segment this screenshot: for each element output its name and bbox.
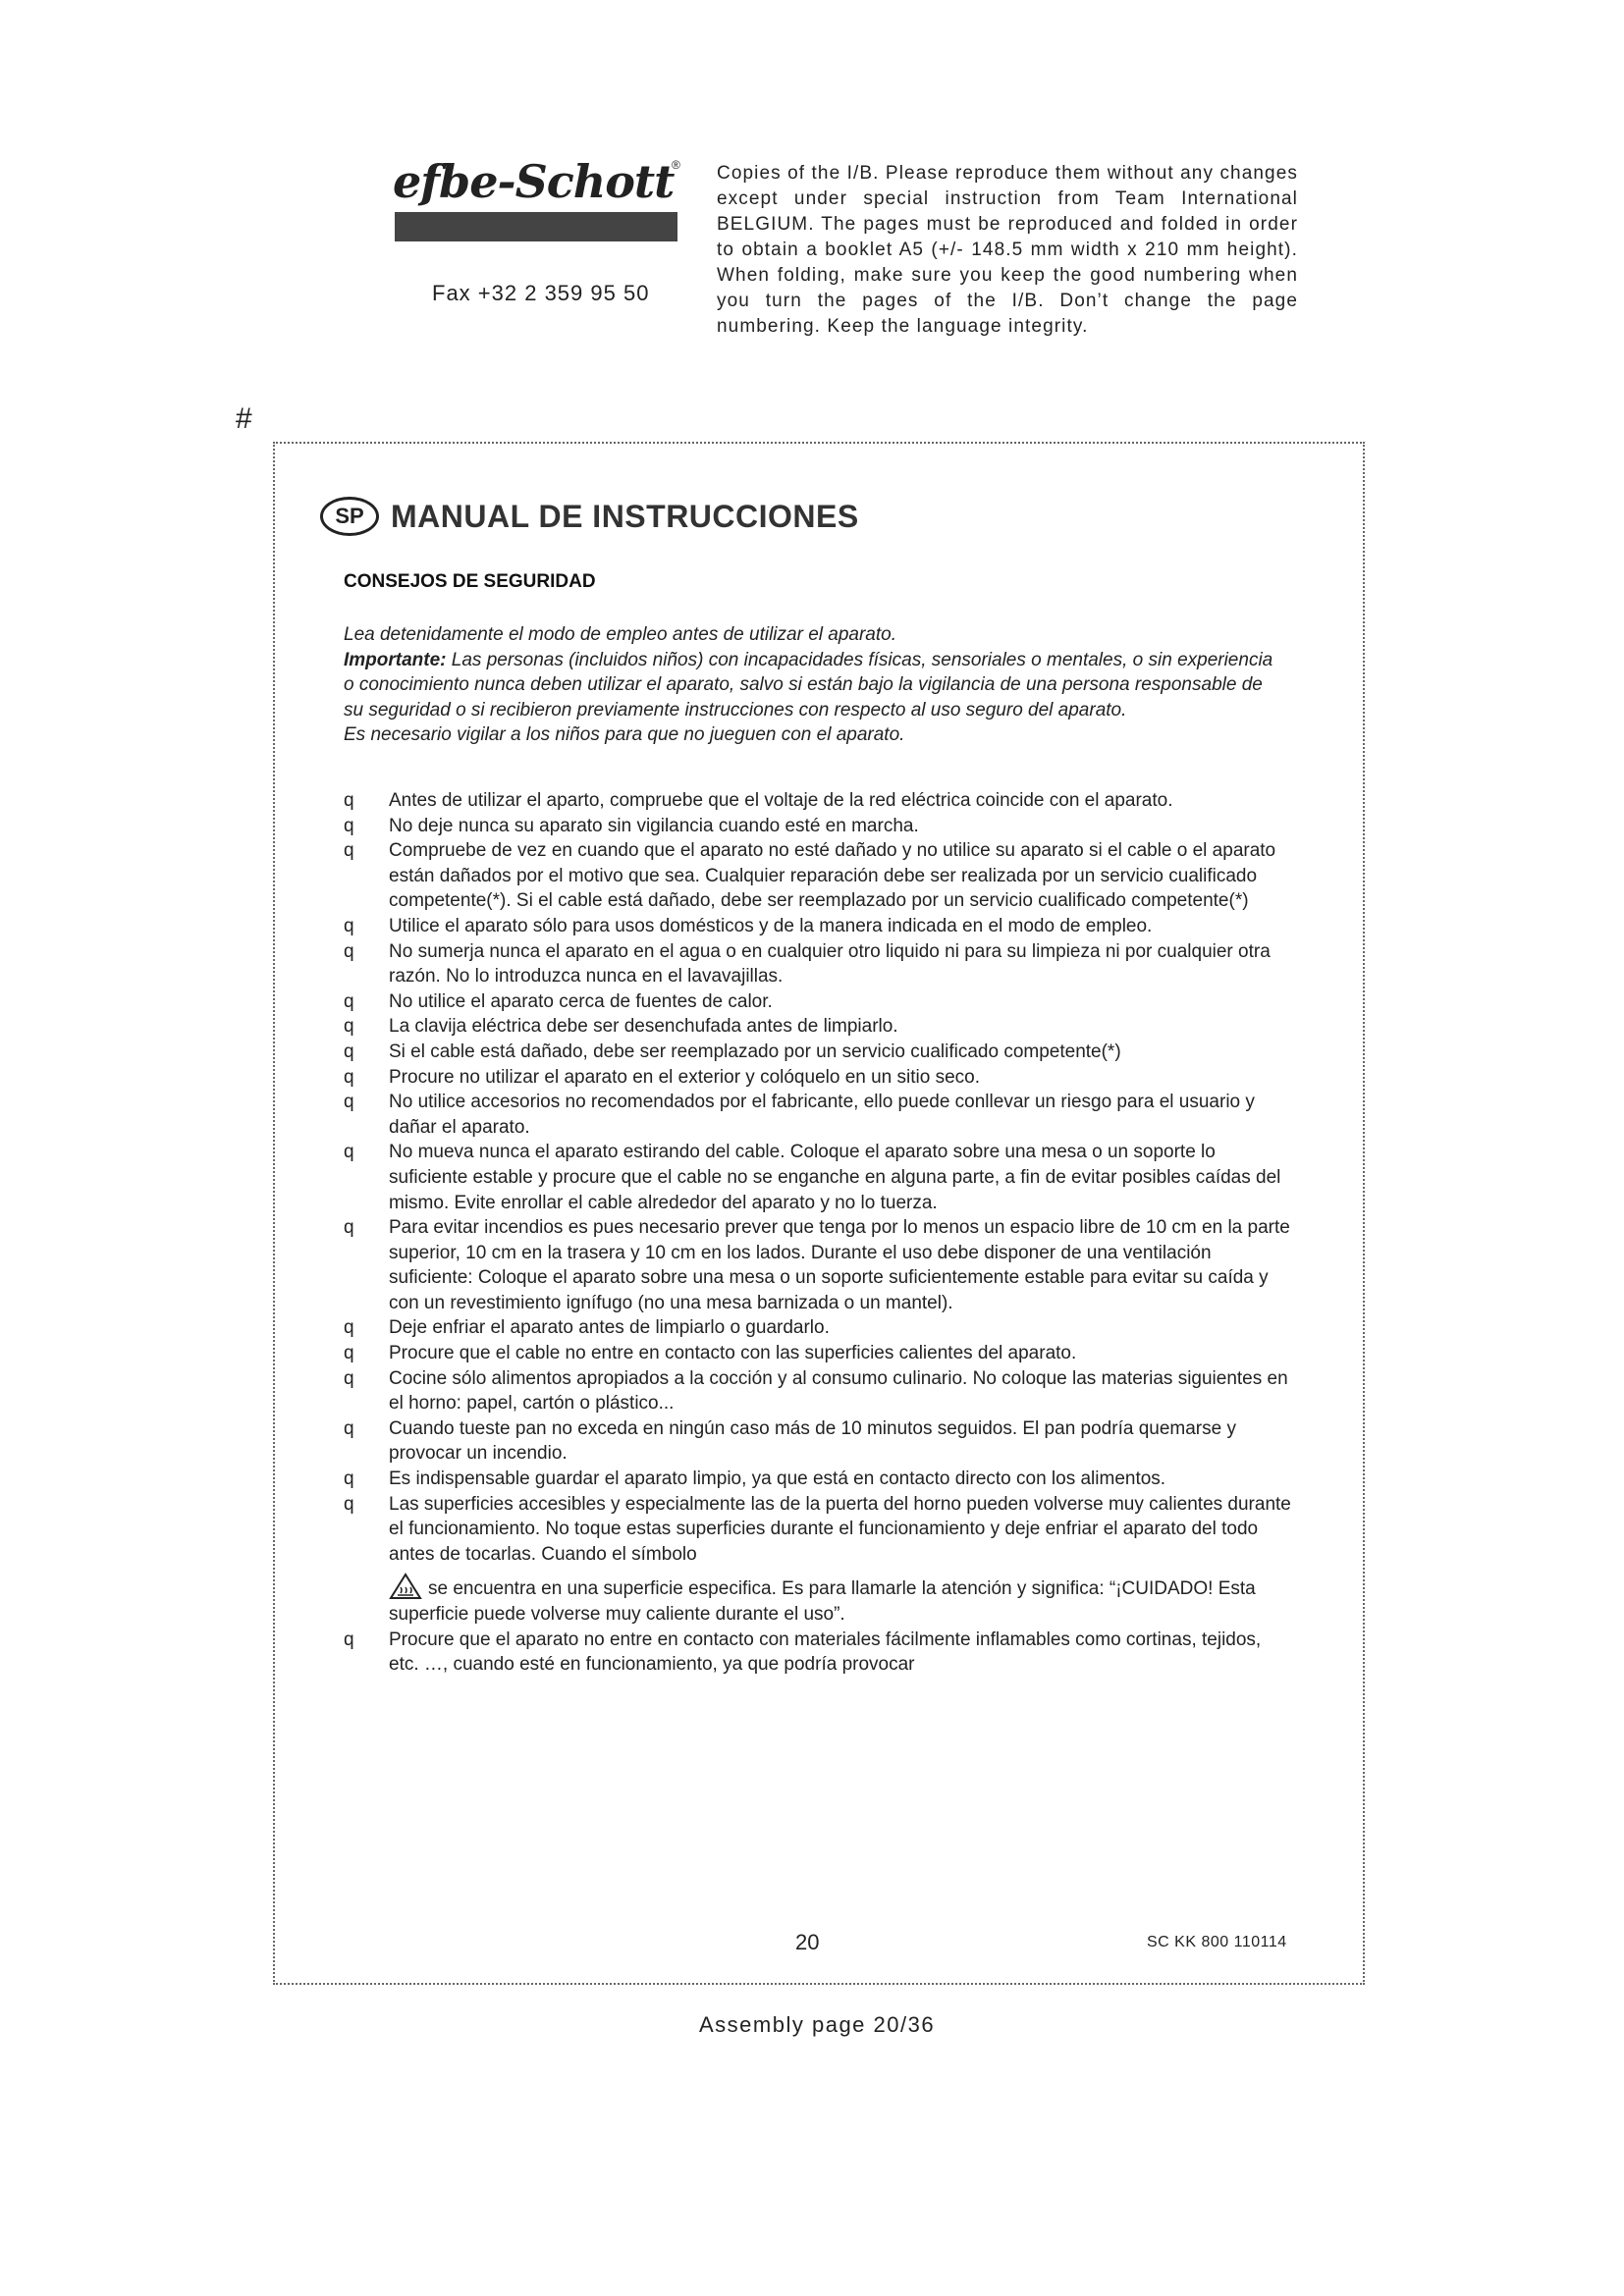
hash-marker: # bbox=[236, 402, 252, 435]
intro-children-notice: Es necesario vigilar a los niños para que no jueguen con el aparato. bbox=[344, 724, 905, 746]
list-item-text: No deje nunca su aparato sin vigilancia cuando esté en marcha. bbox=[389, 815, 919, 836]
hot-surface-warning-icon bbox=[389, 1573, 422, 1600]
list-item-text: Procure no utilizar el aparato en el exterior y colóquelo en un sitio seco. bbox=[389, 1066, 981, 1088]
bullet-mark: q bbox=[344, 990, 354, 1012]
bullet-mark: q bbox=[344, 1217, 354, 1239]
list-item bbox=[344, 1366, 1292, 1416]
list-item bbox=[344, 1014, 1292, 1040]
list-item bbox=[344, 1315, 1292, 1341]
bullet-mark: q bbox=[344, 1493, 354, 1515]
document-code: SC KK 800 110114 bbox=[1147, 1934, 1287, 1950]
list-item-text: No sumerja nunca el aparato en el agua o en cualquier otro liquido ni para su limpieza ni por cualquier otra razón. No lo introduzca nunca en el lavavajillas. bbox=[389, 940, 1271, 988]
list-item-text: No mueva nunca el aparato estirando del cable. Coloque el aparato sobre una mesa o un soporte lo suficiente estable y procure que el cable no se enganche en alguna parte, a fin de evitar posibles caídas del mismo. Evite enrollar el cable alrededor del aparato y no lo tuerza. bbox=[389, 1142, 1281, 1213]
list-item bbox=[344, 1065, 1292, 1091]
list-item bbox=[344, 914, 1292, 939]
list-item-text: Compruebe de vez en cuando que el aparato no esté dañado y no utilice su aparato si el cable o el aparato están dañados por el motivo que sea. Cualquier reparación debe ser realizada por un servicio cualificado competente(*). Si el cable está dañado, debe ser reemplazado por un servicio cualificado competente(*) bbox=[389, 840, 1276, 912]
list-item-text: Cocine sólo alimentos apropiados a la cocción y al consumo culinario. No coloque las materias siguientes en el horno: papel, cartón o plástico... bbox=[389, 1367, 1288, 1415]
list-item-text: Procure que el cable no entre en contacto con las superficies calientes del aparato. bbox=[389, 1343, 1077, 1364]
list-item-text: No utilice accesorios no recomendados por el fabricante, ello puede conllevar un riesgo para el usuario y dañar el aparato. bbox=[389, 1092, 1255, 1138]
manual-title-row bbox=[320, 493, 859, 540]
safety-list bbox=[344, 788, 1292, 1678]
bullet-mark: q bbox=[344, 1468, 354, 1490]
list-item-text: Para evitar incendios es pues necesario prever que tenga por lo menos un espacio libre de 10 cm en la parte superior, 10 cm en la trasera y 10 cm en los lados. Durante el uso debe disponer de una ventilación suficiente: Coloque el aparato sobre una mesa o un soporte suficientemente estable para evitar su caída y con un revestimiento ignífugo (no una mesa barnizada o un mantel). bbox=[389, 1217, 1290, 1313]
list-item-text: Es indispensable guardar el aparato limpio, ya que está en contacto directo con los alimentos. bbox=[389, 1468, 1166, 1490]
bullet-mark: q bbox=[344, 1317, 354, 1339]
safety-intro bbox=[344, 622, 1286, 748]
logo-bar bbox=[395, 212, 677, 241]
page-number: 20 bbox=[795, 1930, 820, 1954]
list-item-hot-surface bbox=[344, 1492, 1292, 1628]
assembly-page-label: Assembly page 20/36 bbox=[699, 2012, 936, 2037]
list-item-text: Procure que el aparato no entre en contacto con materiales fácilmente inflamables como cortinas, tejidos, etc. …, cuando esté en funcionamiento, ya que podría provocar bbox=[389, 1629, 1262, 1676]
list-item-text: La clavija eléctrica debe ser desenchufada antes de limpiarlo. bbox=[389, 1016, 898, 1038]
bullet-mark: q bbox=[344, 1343, 354, 1364]
list-item bbox=[344, 1467, 1292, 1492]
important-text: Las personas (incluidos niños) con incapacidades físicas, sensoriales o mentales, o sin experiencia o conocimiento nunca deben utilizar el aparato, salvo si están bajo la vigilancia de una persona responsable de su seguridad o si recibieron previamente instrucciones con respecto al uso seguro del aparato. bbox=[344, 649, 1273, 721]
list-item bbox=[344, 814, 1292, 839]
list-item bbox=[344, 1090, 1292, 1140]
bullet-mark: q bbox=[344, 1041, 354, 1062]
intro-important bbox=[344, 648, 1286, 723]
bullet-mark: q bbox=[344, 915, 354, 936]
hot-surface-symbol-text: se encuentra en una superficie especifica. Es para llamarle la atención y significa: “¡CUIDADO! Esta superficie puede volverse muy caliente durante el uso”. bbox=[389, 1578, 1256, 1625]
bullet-mark: q bbox=[344, 815, 354, 836]
list-item-text: Utilice el aparato sólo para usos domésticos y de la manera indicada en el modo de empleo. bbox=[389, 915, 1153, 936]
list-item bbox=[344, 1040, 1292, 1065]
bullet-mark: q bbox=[344, 840, 354, 862]
registered-mark: ® bbox=[672, 158, 680, 172]
brand-logo-text: efbe-Schott bbox=[393, 155, 675, 208]
list-item bbox=[344, 1140, 1292, 1215]
list-item bbox=[344, 1341, 1292, 1366]
list-item bbox=[344, 788, 1292, 814]
list-item-text: No utilice el aparato cerca de fuentes de calor. bbox=[389, 990, 773, 1012]
important-label: Importante: bbox=[344, 649, 447, 670]
bullet-mark: q bbox=[344, 940, 354, 962]
brand-logo bbox=[393, 157, 687, 245]
hot-surface-symbol-line bbox=[389, 1573, 1292, 1627]
language-badge: SP bbox=[320, 497, 379, 536]
list-item bbox=[344, 939, 1292, 989]
bullet-mark: q bbox=[344, 1066, 354, 1088]
list-item bbox=[344, 989, 1292, 1015]
bullet-mark: q bbox=[344, 790, 354, 811]
list-item bbox=[344, 1215, 1292, 1315]
fax-number: Fax +32 2 359 95 50 bbox=[432, 281, 650, 305]
manual-title: MANUAL DE INSTRUCCIONES bbox=[391, 498, 859, 534]
bullet-mark: q bbox=[344, 1142, 354, 1163]
list-item bbox=[344, 1628, 1292, 1678]
hot-surface-text: Las superficies accesibles y especialmente las de la puerta del horno pueden volverse muy calientes durante el funcionamiento. No toque estas superficies durante el funcionamiento y deje enfriar el aparato del todo antes de tocarlas. Cuando el símbolo bbox=[389, 1493, 1291, 1565]
list-item bbox=[344, 1416, 1292, 1467]
intro-read-notice: Lea detenidamente el modo de empleo antes de utilizar el aparato. bbox=[344, 624, 896, 645]
section-heading: CONSEJOS DE SEGURIDAD bbox=[344, 571, 596, 592]
bullet-mark: q bbox=[344, 1629, 354, 1650]
bullet-mark: q bbox=[344, 1367, 354, 1389]
list-item-text: Cuando tueste pan no exceda en ningún caso más de 10 minutos seguidos. El pan podría quemarse y provocar un incendio. bbox=[389, 1417, 1236, 1465]
bullet-mark: q bbox=[344, 1016, 354, 1038]
list-item-text: Si el cable está dañado, debe ser reemplazado por un servicio cualificado competente(*) bbox=[389, 1041, 1121, 1062]
list-item bbox=[344, 838, 1292, 914]
list-item-text: Deje enfriar el aparato antes de limpiarlo o guardarlo. bbox=[389, 1317, 830, 1339]
bullet-mark: q bbox=[344, 1417, 354, 1439]
bullet-mark: q bbox=[344, 1092, 354, 1113]
copies-instructions: Copies of the I/B. Please reproduce them without any changes except under special instruction from Team International BELGIUM. The pages must be reproduced and folded in order to obtain a booklet A5 (+/- 148.5 mm width x 210 mm height). When folding, make sure you keep the good numbering when you turn the pages of the I/B. Don’t change the page numbering. Keep the language integrity. bbox=[717, 163, 1298, 337]
list-item-text: Antes de utilizar el aparto, compruebe que el voltaje de la red eléctrica coincide con el aparato. bbox=[389, 790, 1173, 811]
